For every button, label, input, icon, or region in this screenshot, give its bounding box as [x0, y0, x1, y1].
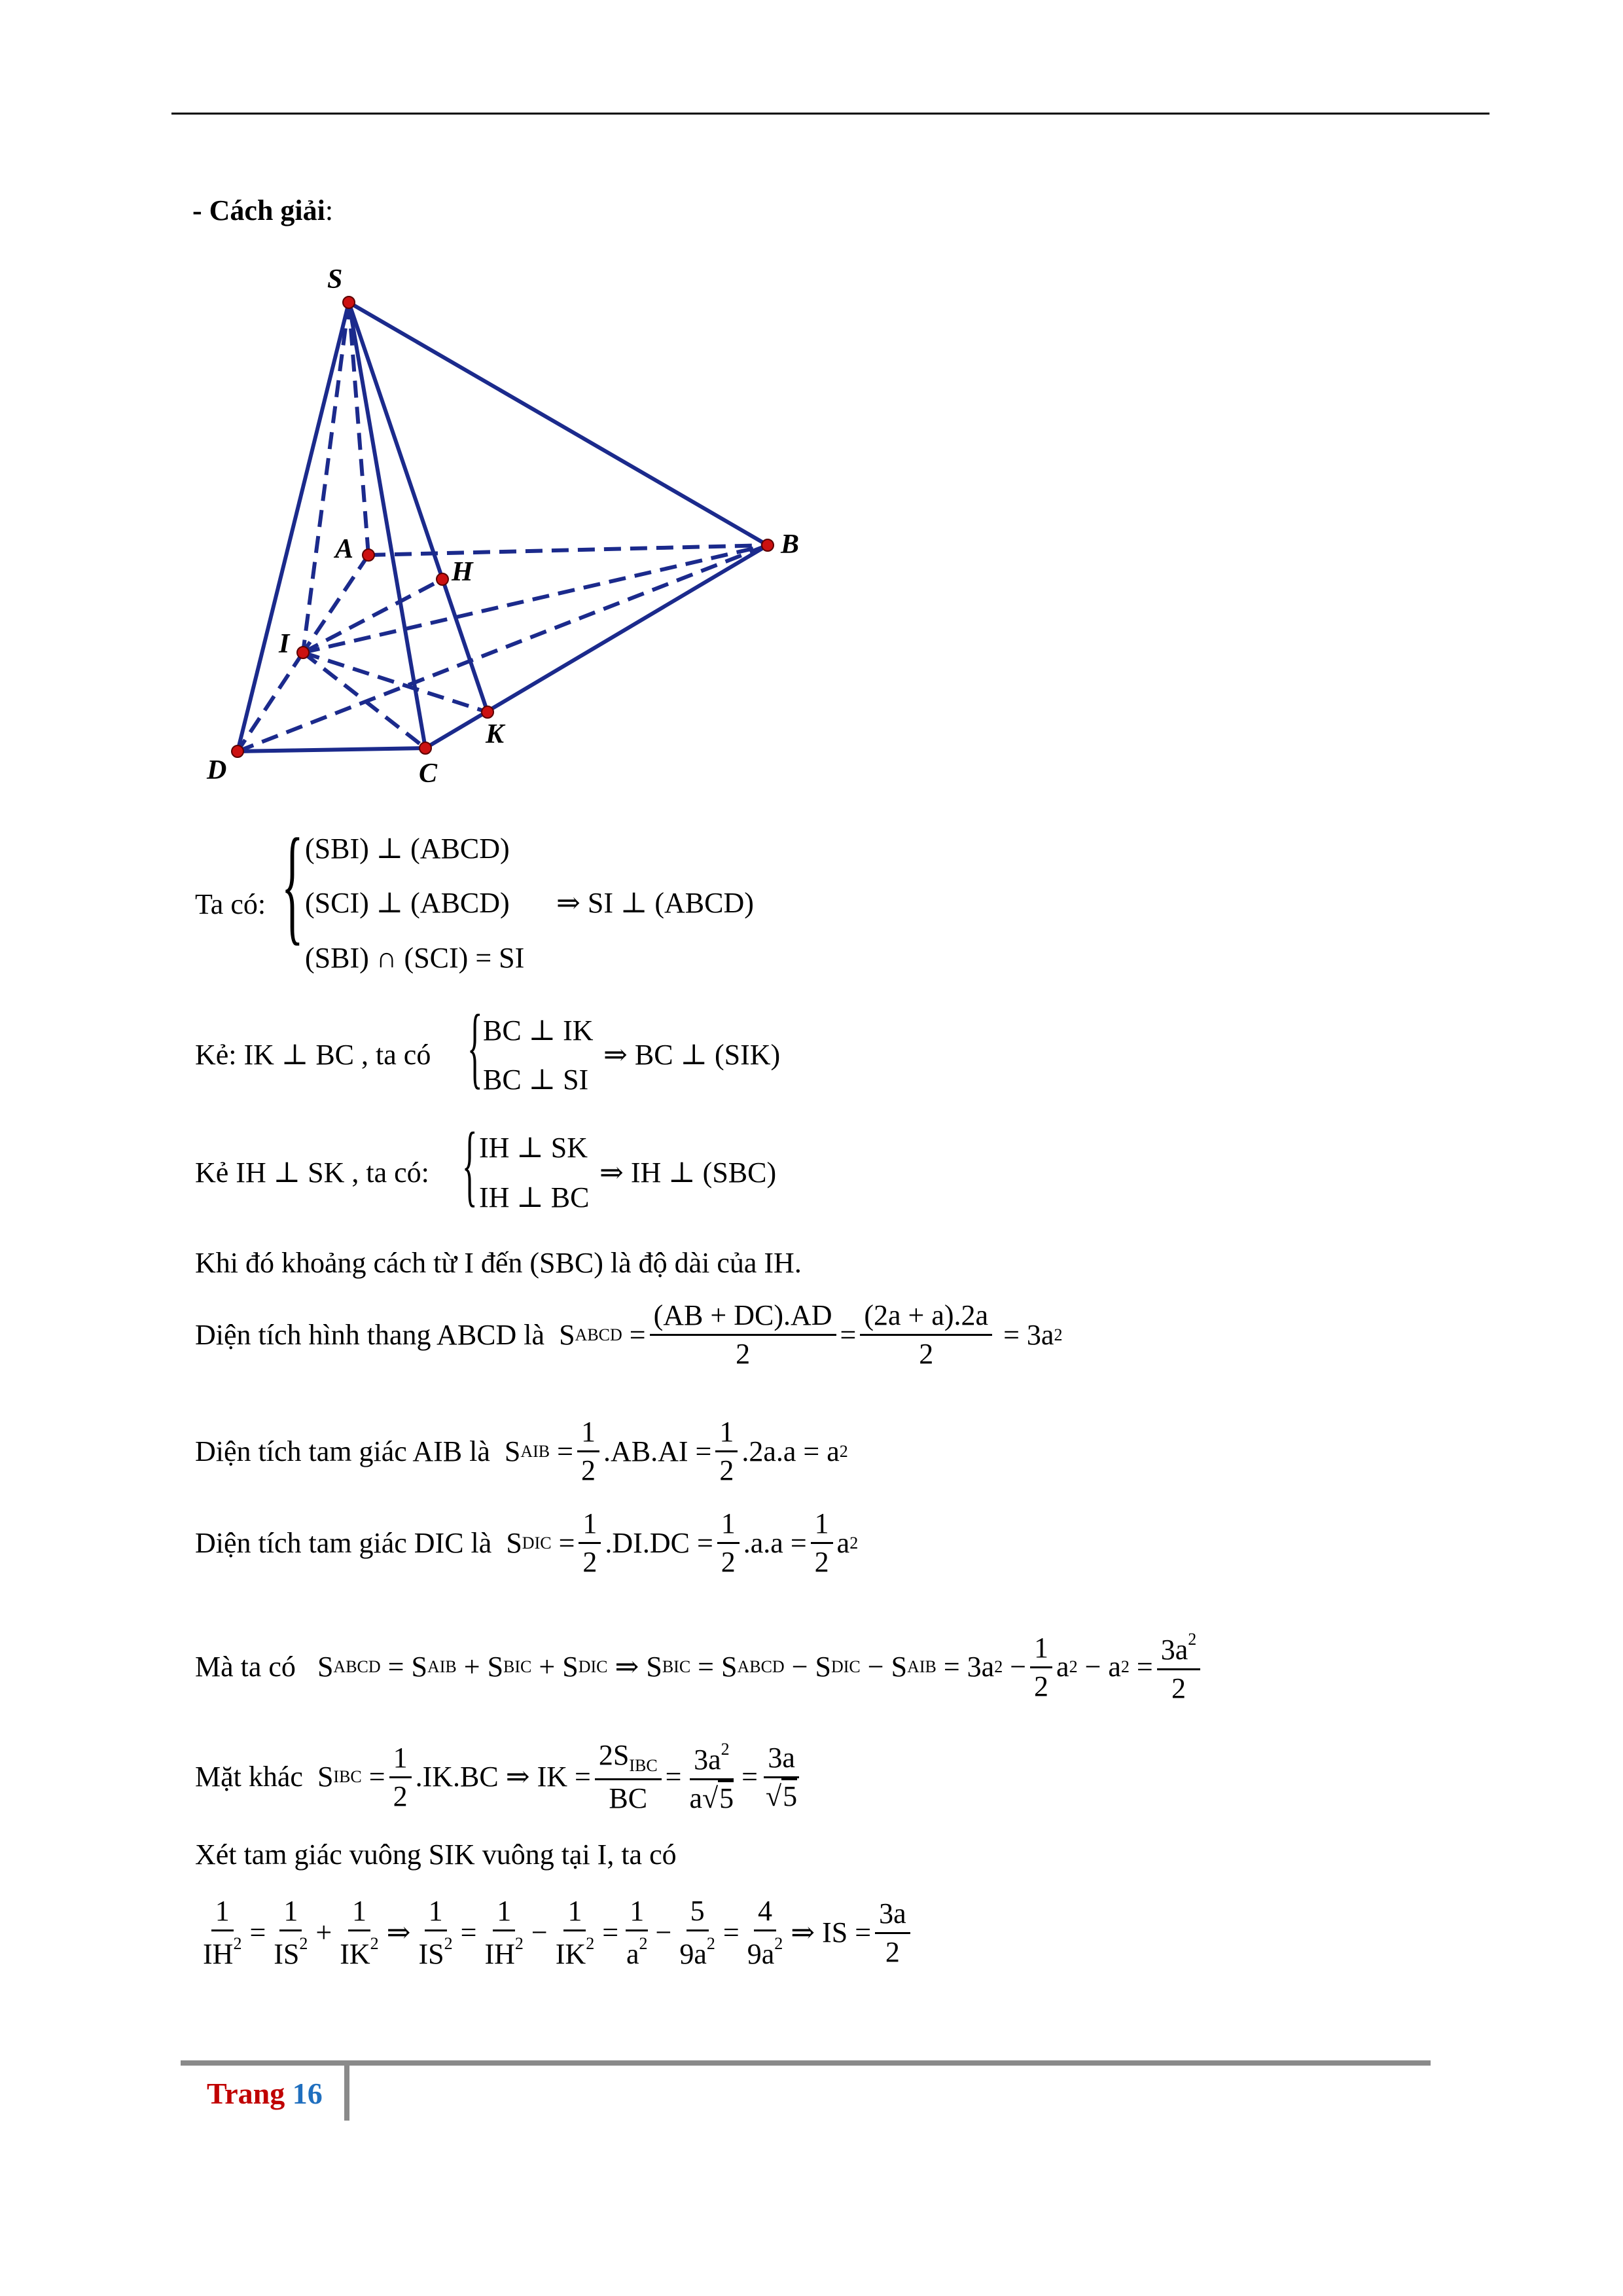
line2-result: ⇒ BC ⊥ (SIK)	[603, 1039, 781, 1071]
label-B: B	[781, 529, 800, 560]
label-A: A	[335, 534, 354, 564]
line1-brace: {	[281, 812, 304, 957]
footer-rule	[181, 2060, 1431, 2066]
line10-text: Xét tam giác vuông SIK vuông tại I, ta có	[195, 1839, 677, 1871]
point-H	[437, 573, 448, 585]
edge-CB	[425, 545, 768, 748]
line7-equation: Diện tích tam giác DIC là S DIC = $\frac{1}{2}$ .DI.DC = $\frac{1}{2}$ .a.a = $\frac{1}{2}$ a 2	[195, 1507, 859, 1578]
line5-equation: Diện tích hình thang ABCD là S ABCD = $\frac{(AB + DC).AD}{2}$ = $\frac{(2a + a).2a}{2}$ = 3a 2	[195, 1299, 1063, 1370]
page-number: Trang 16	[207, 2077, 323, 2110]
line4-text: Khi đó khoảng cách từ I đến (SBC) là độ dài của IH.	[195, 1247, 802, 1279]
label-K: K	[486, 719, 505, 749]
line3-prefix: Kẻ IH ⊥ SK , ta có:	[195, 1157, 429, 1189]
point-A	[363, 549, 374, 561]
label-I: I	[279, 629, 290, 659]
line11-equation: $\frac{1}{IH^2}$ = $\frac{1}{IS^2}$ + $\frac{1}{IK^2}$ ⇒ $\frac{1}{IS^2}$ = $\frac{1}{IH^2}$ − $\frac{1}{IK^2}$ = $\frac{1}{a^2}$ − $\frac{5}{9a^2}$ = $\frac{4}{9a^2}$ ⇒ IS = $\frac{3a}{2}$	[195, 1897, 914, 1969]
label-D: D	[207, 755, 227, 785]
pyramid-figure	[196, 255, 838, 805]
edge-AB	[368, 545, 768, 555]
line1-row1: (SBI) ⊥ (ABCD)	[305, 833, 510, 865]
top-rule	[171, 113, 1489, 115]
edge-IH	[303, 579, 442, 653]
line1-row2: (SCI) ⊥ (ABCD)	[305, 887, 510, 919]
dashed-edges	[238, 302, 768, 751]
section-heading: - Cách giải:	[192, 194, 334, 226]
line2-row2: BC ⊥ SI	[483, 1064, 589, 1096]
line2-row1: BC ⊥ IK	[483, 1014, 594, 1047]
footer-divider	[344, 2060, 349, 2121]
point-D	[232, 745, 243, 757]
point-I	[297, 647, 309, 658]
line3-row1: IH ⊥ SK	[479, 1132, 588, 1164]
label-H: H	[452, 557, 473, 587]
point-C	[419, 742, 431, 754]
line2-prefix: Kẻ: IK ⊥ BC , ta có	[195, 1039, 431, 1071]
line6-equation: Diện tích tam giác AIB là S AIB = $\frac{1}{2}$ .AB.AI = $\frac{1}{2}$ .2a.a = a 2	[195, 1416, 848, 1486]
solid-edges	[238, 302, 768, 751]
edge-SA	[349, 302, 368, 555]
line3-row2: IH ⊥ BC	[479, 1181, 590, 1213]
point-S	[343, 296, 355, 308]
line3-result: ⇒ IH ⊥ (SBC)	[599, 1157, 777, 1189]
line1-result: ⇒ SI ⊥ (ABCD)	[556, 887, 754, 919]
edge-SB	[349, 302, 768, 545]
line2-brace: {	[467, 996, 483, 1098]
line1-prefix: Ta có:	[195, 888, 266, 920]
line1-row3: (SBI) ∩ (SCI) = SI	[305, 942, 525, 974]
point-B	[762, 539, 774, 551]
edge-DC	[238, 748, 425, 751]
edge-IK	[303, 653, 488, 712]
line8-equation: Mà ta có S ABCD = S AIB + S BIC + S DIC ⇒ S BIC = S ABCD − S DIC − S AIB = 3a 2 − $\frac{1}{2}$ a 2 − a 2 = $\frac{3a^2}{2}$	[195, 1631, 1204, 1703]
label-C: C	[419, 759, 438, 789]
line9-equation: Mặt khác S IBC = $\frac{1}{2}$ .IK.BC ⇒ IK = $\frac{2S_{IBC}}{BC}$ = $\frac{3a^2}{a√5}$ = $\frac{3a}{√5}$	[195, 1741, 805, 1813]
line3-brace: {	[462, 1114, 478, 1215]
point-K	[482, 706, 493, 718]
label-S: S	[327, 264, 343, 295]
edge-SK	[349, 302, 488, 712]
points	[232, 296, 774, 757]
edge-SD	[238, 302, 349, 751]
edge-SI	[303, 302, 349, 653]
